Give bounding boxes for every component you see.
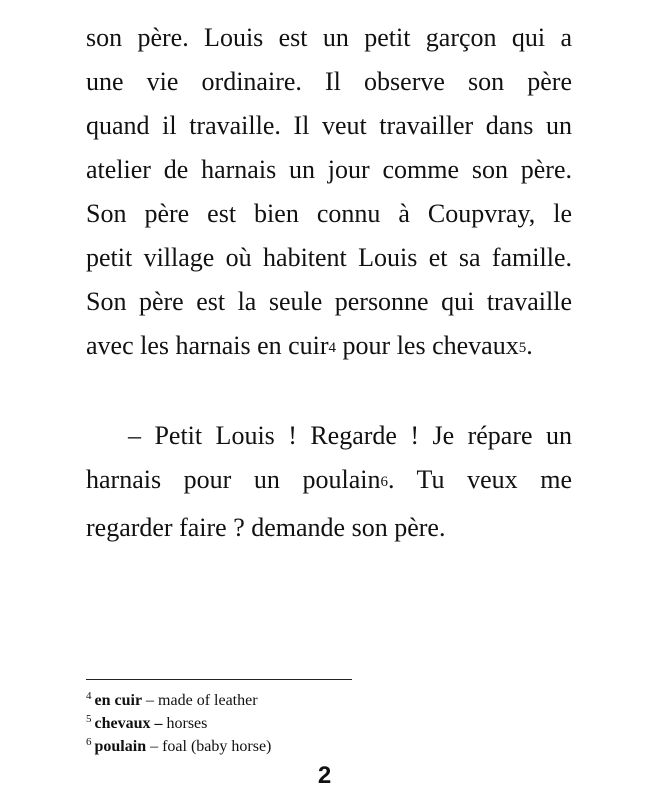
footnote-separator: – — [150, 715, 167, 732]
text-line — [86, 458, 572, 506]
footnote-separator: – — [146, 738, 163, 755]
page-number: 2 — [317, 762, 332, 789]
text-line: Son père est la seule personne qui travaille — [86, 287, 572, 316]
footnote-definition: horses — [166, 715, 208, 732]
footnote-term: chevaux — [94, 715, 151, 732]
footnote-number: 5 — [86, 713, 92, 725]
footnote-ref-4[interactable]: 4 — [328, 340, 337, 356]
text-line — [86, 324, 572, 372]
text-fragment: harnais pour un poulain — [86, 465, 381, 494]
text-line: – Petit Louis ! Regarde ! Je répare un — [128, 421, 572, 450]
footnote-item — [86, 736, 271, 759]
text-line: regarder faire ? demande son père. — [86, 513, 446, 542]
footnote-definition: made of leather — [158, 692, 258, 709]
footnote-term: poulain — [94, 738, 147, 755]
text-fragment: . — [526, 331, 533, 360]
text-fragment: avec les harnais en cuir — [86, 331, 329, 360]
footnote-item — [86, 713, 271, 736]
footnote-definition: foal (baby horse) — [162, 738, 272, 755]
text-line: atelier de harnais un jour comme son père. — [86, 155, 572, 184]
footnote-term: en cuir — [94, 692, 143, 709]
footnote-separator: – — [142, 692, 159, 709]
footnote-number: 6 — [86, 736, 92, 748]
footnote-number: 4 — [86, 690, 92, 702]
footnote-divider — [86, 679, 352, 680]
text-line: une vie ordinaire. Il observe son père — [86, 67, 572, 96]
text-fragment: pour les chevaux — [336, 331, 519, 360]
footnotes — [86, 690, 271, 759]
footnote-ref-6[interactable]: 6 — [380, 474, 388, 490]
text-line: son père. Louis est un petit garçon qui a — [86, 23, 572, 52]
paragraph-narrative — [86, 16, 572, 372]
text-fragment: . Tu veux me — [387, 465, 572, 494]
text-line: petit village où habitent Louis et sa famille. — [86, 243, 572, 272]
page-body — [86, 16, 572, 550]
text-line: quand il travaille. Il veut travailler dans un — [86, 111, 572, 140]
footnote-item — [86, 690, 271, 713]
paragraph-dialogue — [86, 414, 572, 550]
footnote-ref-5[interactable]: 5 — [518, 340, 527, 356]
text-line: Son père est bien connu à Coupvray, le — [86, 199, 572, 228]
